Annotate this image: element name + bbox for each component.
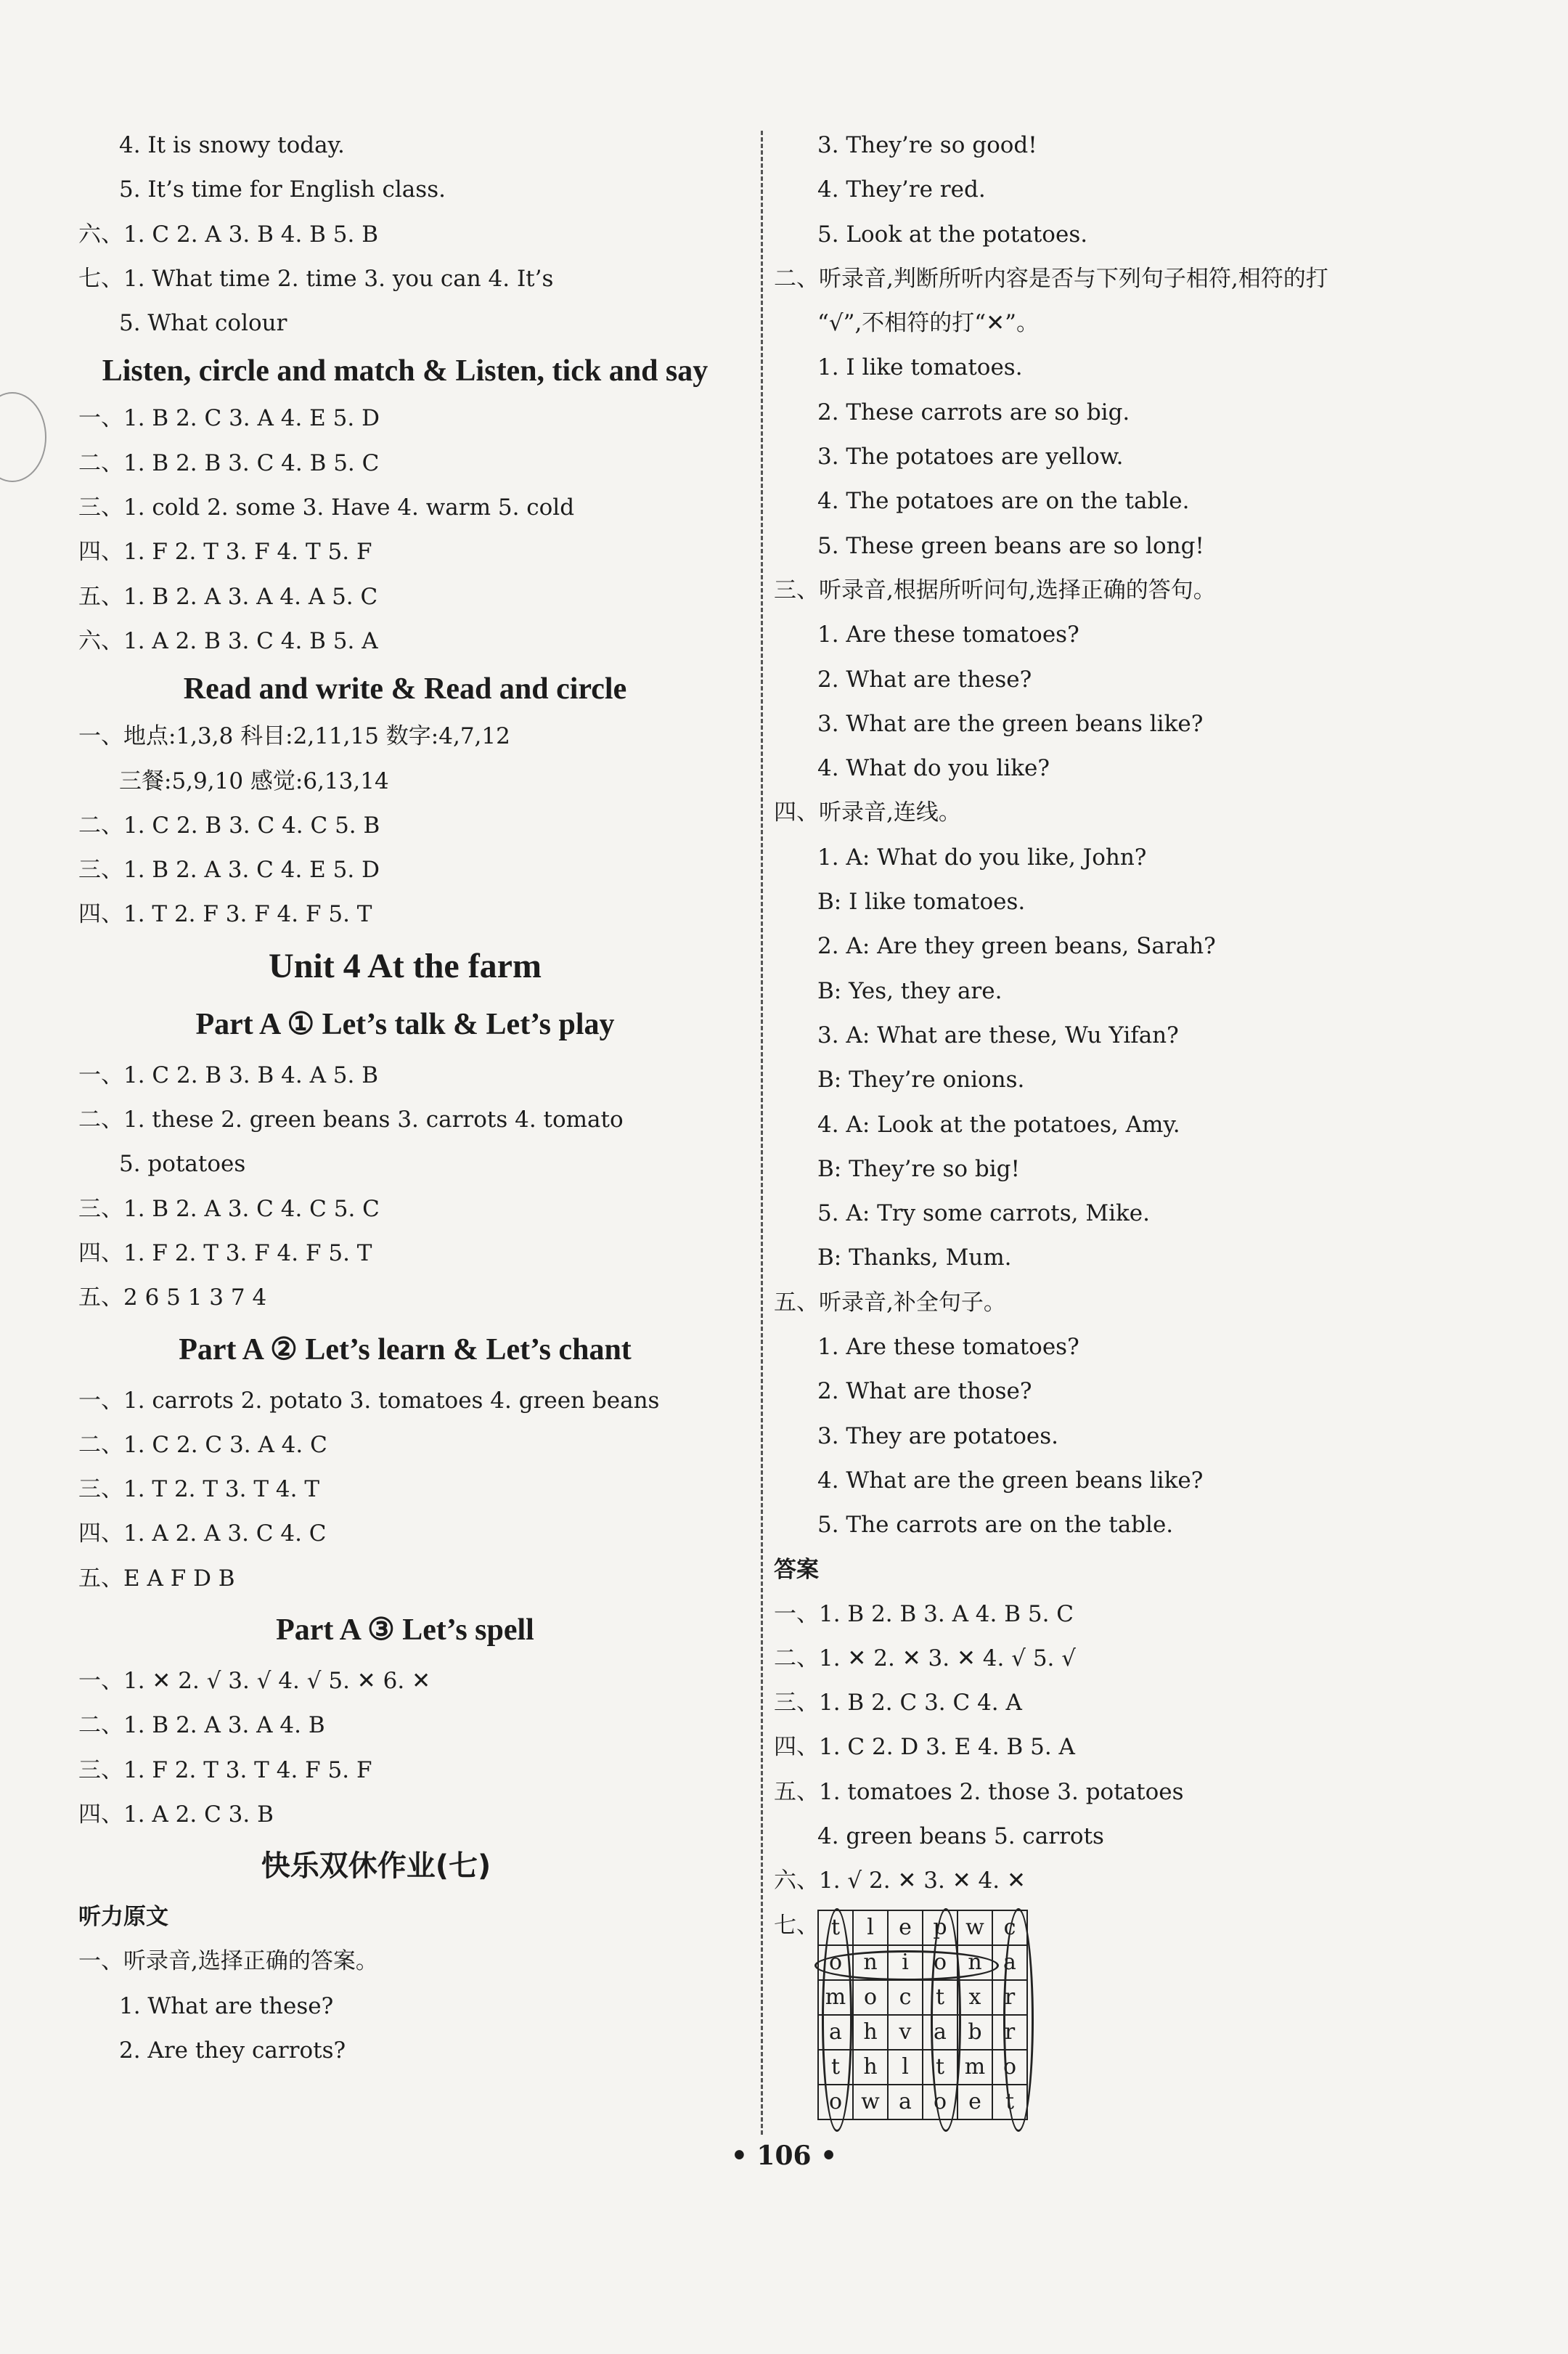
grid-cell: o (923, 2085, 957, 2119)
answer-line: 三、1. B 2. A 3. C 4. C 5. C (78, 1195, 380, 1222)
answer-line: 2. These carrots are so big. (817, 399, 1130, 425)
grid-cell: x (957, 1980, 992, 2015)
part-heading: Part A ① Let’s talk & Let’s play (195, 1007, 615, 1041)
answer-line: 4. It is snowy today. (119, 132, 345, 158)
answer-circle (822, 1908, 852, 2132)
part-heading: Part A ② Let’s learn & Let’s chant (179, 1332, 632, 1367)
answer-line: 六、1. C 2. A 3. B 4. B 5. B (78, 221, 379, 248)
answer-circle (814, 1950, 999, 1981)
answer-line: 七、1. What time 2. time 3. you can 4. It’s (78, 265, 554, 292)
answer-line: 三、1. F 2. T 3. T 4. F 5. F (78, 1756, 372, 1783)
answer-line: 四、1. F 2. T 3. F 4. T 5. F (78, 539, 372, 566)
answer-line: 5. potatoes (119, 1151, 246, 1178)
answer-line: 4. What are the green beans like? (817, 1467, 1204, 1494)
question-number: 七、 (774, 1912, 819, 1939)
answer-line: 2. What are these? (817, 666, 1032, 693)
answer-line: 一、1. C 2. B 3. B 4. A 5. B (78, 1062, 379, 1088)
answer-line: 五、1. B 2. A 3. A 4. A 5. C (78, 583, 378, 610)
answer-line: B: They’re onions. (817, 1067, 1025, 1093)
grid-cell: r (992, 2015, 1027, 2050)
grid-cell: l (888, 2050, 923, 2085)
grid-cell: t (923, 1980, 957, 2015)
answer-circle (931, 1908, 961, 2132)
answer-line: 二、1. C 2. B 3. C 4. C 5. B (78, 812, 380, 839)
section-label: 答案 (774, 1556, 819, 1583)
section-heading: Listen, circle and match & Listen, tick and say (102, 354, 709, 388)
answer-line: 三、1. cold 2. some 3. Have 4. warm 5. cold (78, 494, 575, 521)
answer-line: 1. A: What do you like, John? (817, 844, 1147, 871)
word-search-puzzle (774, 1904, 1463, 2136)
answer-line: B: I like tomatoes. (817, 889, 1026, 916)
answer-line: 4. green beans 5. carrots (817, 1822, 1104, 1849)
answer-line: “√”,不相符的打“✕”。 (817, 310, 1039, 337)
answer-line: 5. It’s time for English class. (119, 176, 446, 203)
grid-cell: i (888, 1945, 923, 1980)
section-heading: Read and write & Read and circle (183, 672, 627, 706)
grid-cell: h (853, 2050, 888, 2085)
answer-line: 1. Are these tomatoes? (817, 1334, 1079, 1361)
left-column (78, 123, 732, 2073)
answer-line: 2. Are they carrots? (119, 2037, 346, 2064)
answer-line: 2. What are those? (817, 1378, 1032, 1405)
answer-line: 1. I like tomatoes. (817, 354, 1023, 381)
answer-line: 四、1. C 2. D 3. E 4. B 5. A (774, 1734, 1075, 1761)
grid-cell: a (818, 2015, 853, 2050)
grid-cell: a (888, 2085, 923, 2119)
answer-line: B: Yes, they are. (817, 977, 1003, 1004)
answer-line: 三、1. T 2. T 3. T 4. T (78, 1476, 319, 1503)
grid-cell: n (957, 1945, 992, 1980)
answer-line: 一、地点:1,3,8 科目:2,11,15 数字:4,7,12 (78, 723, 510, 750)
answer-line: 五、听录音,补全句子。 (774, 1289, 1006, 1316)
answer-line: 5. The carrots are on the table. (817, 1512, 1174, 1539)
answer-line: 五、2 6 5 1 3 7 4 (78, 1284, 267, 1311)
grid-cell: t (923, 2050, 957, 2085)
answer-line: 三、听录音,根据所听问句,选择正确的答句。 (774, 577, 1216, 603)
answer-line: 一、1. B 2. C 3. A 4. E 5. D (78, 405, 380, 432)
answer-line: 3. What are the green beans like? (817, 710, 1204, 737)
answer-line: 3. They are potatoes. (817, 1422, 1058, 1449)
answer-line: 4. They’re red. (817, 176, 986, 203)
right-column (774, 123, 1463, 2136)
grid-cell: w (853, 2085, 888, 2119)
grid-cell: a (923, 2015, 957, 2050)
answer-line: 三餐:5,9,10 感觉:6,13,14 (119, 767, 389, 794)
answer-line: 六、1. A 2. B 3. C 4. B 5. A (78, 627, 378, 654)
answer-line: 5. What colour (119, 310, 287, 337)
answer-line: 二、1. B 2. A 3. A 4. B (78, 1712, 325, 1739)
page-number: • 106 • (730, 2141, 838, 2171)
answer-line: 5. These green beans are so long! (817, 532, 1204, 559)
answer-line: 五、1. tomatoes 2. those 3. potatoes (774, 1778, 1184, 1805)
grid-cell: c (992, 1910, 1027, 1945)
answer-line: B: They’re so big! (817, 1155, 1020, 1182)
answer-line: 六、1. √ 2. ✕ 3. ✕ 4. ✕ (774, 1868, 1026, 1894)
binding-stamp (0, 392, 46, 482)
unit-title: Unit 4 At the farm (269, 946, 542, 985)
answer-line: 2. A: Are they green beans, Sarah? (817, 933, 1216, 960)
grid-cell: v (888, 2015, 923, 2050)
section-label: 听力原文 (78, 1904, 168, 1931)
grid-cell: m (818, 1980, 853, 2015)
answer-line: 一、听录音,选择正确的答案。 (78, 1948, 378, 1975)
grid-cell: w (957, 1910, 992, 1945)
answer-line: 二、1. C 2. C 3. A 4. C (78, 1431, 327, 1458)
answer-line: 1. What are these? (119, 1992, 334, 2019)
answer-line: 4. The potatoes are on the table. (817, 488, 1190, 515)
answer-line: B: Thanks, Mum. (817, 1245, 1012, 1271)
grid-cell: o (992, 2050, 1027, 2085)
answer-line: 五、E A F D B (78, 1565, 235, 1592)
grid-cell: h (853, 2015, 888, 2050)
answer-line: 5. A: Try some carrots, Mike. (817, 1200, 1151, 1227)
grid-cell: m (957, 2050, 992, 2085)
answer-line: 一、1. carrots 2. potato 3. tomatoes 4. green beans (78, 1387, 660, 1414)
answer-line: 1. Are these tomatoes? (817, 622, 1079, 648)
answer-line: 一、1. ✕ 2. √ 3. √ 4. √ 5. ✕ 6. ✕ (78, 1668, 431, 1695)
answer-line: 二、1. ✕ 2. ✕ 3. ✕ 4. √ 5. √ (774, 1645, 1077, 1671)
answer-line: 三、1. B 2. A 3. C 4. E 5. D (78, 857, 380, 884)
grid-cell: n (853, 1945, 888, 1980)
answer-line: 四、听录音,连线。 (774, 799, 961, 826)
grid-cell: t (818, 2050, 853, 2085)
answer-line: 二、听录音,判断所听内容是否与下列句子相符,相符的打 (774, 265, 1328, 292)
answer-line: 3. The potatoes are yellow. (817, 444, 1124, 471)
homework-title: 快乐双休作业(七) (261, 1849, 491, 1883)
answer-line: 一、1. B 2. B 3. A 4. B 5. C (774, 1600, 1074, 1627)
answer-line: 二、1. B 2. B 3. C 4. B 5. C (78, 449, 380, 476)
answer-line: 3. They’re so good! (817, 132, 1037, 158)
grid-cell: o (818, 2085, 853, 2119)
grid-cell: p (923, 1910, 957, 1945)
answer-line: 4. What do you like? (817, 755, 1050, 782)
grid-cell: t (818, 1910, 853, 1945)
answer-line: 四、1. T 2. F 3. F 4. F 5. T (78, 901, 372, 928)
answer-line: 四、1. F 2. T 3. F 4. F 5. T (78, 1239, 372, 1266)
answer-circle (1003, 1908, 1034, 2132)
grid-cell: o (818, 1945, 853, 1980)
grid-cell: e (888, 1910, 923, 1945)
grid-cell: o (853, 1980, 888, 2015)
grid-cell: o (923, 1945, 957, 1980)
grid-cell: b (957, 2015, 992, 2050)
grid-cell: a (992, 1945, 1027, 1980)
grid-cell: l (853, 1910, 888, 1945)
grid-cell: e (957, 2085, 992, 2119)
answer-line: 三、1. B 2. C 3. C 4. A (774, 1690, 1022, 1716)
column-divider (761, 131, 763, 2135)
grid-cell: t (992, 2085, 1027, 2119)
part-heading: Part A ③ Let’s spell (276, 1613, 534, 1648)
answer-line: 3. A: What are these, Wu Yifan? (817, 1022, 1179, 1048)
answer-line: 四、1. A 2. A 3. C 4. C (78, 1520, 327, 1547)
answer-line: 二、1. these 2. green beans 3. carrots 4. tomato (78, 1107, 624, 1133)
grid-cell: c (888, 1980, 923, 2015)
grid-cell: r (992, 1980, 1027, 2015)
answer-line: 4. A: Look at the potatoes, Amy. (817, 1111, 1180, 1138)
answer-line: 四、1. A 2. C 3. B (78, 1801, 274, 1828)
answer-line: 5. Look at the potatoes. (817, 221, 1088, 248)
